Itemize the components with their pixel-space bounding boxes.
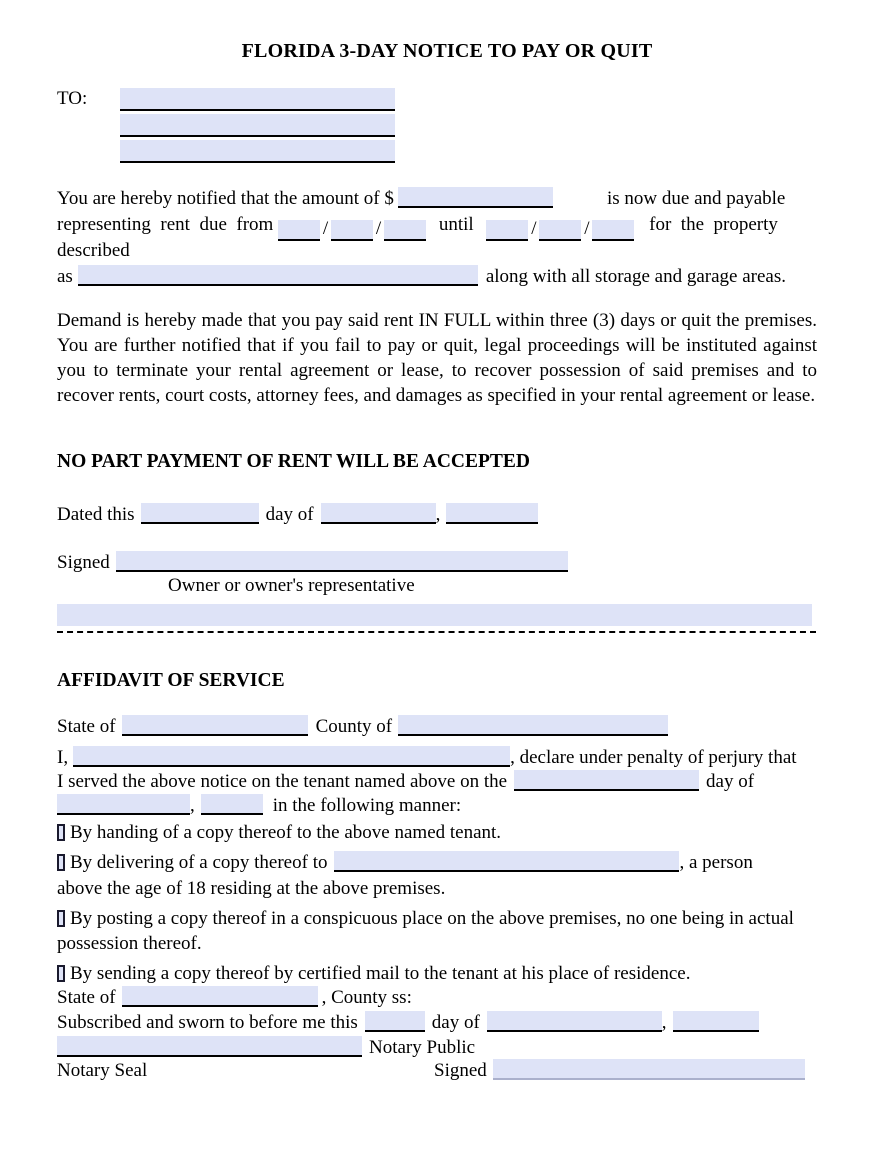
notary-state-line xyxy=(57,985,412,1010)
service-option-2-suffix-b: above the age of 18 residing at the above premises. xyxy=(57,878,446,899)
affidavit-declarant-line xyxy=(57,745,797,770)
checkbox-icon-handing[interactable] xyxy=(57,824,65,841)
dated-comma: , xyxy=(435,504,441,525)
page-title: FLORIDA 3-DAY NOTICE TO PAY OR QUIT xyxy=(241,40,653,62)
notary-year-field[interactable] xyxy=(673,1011,759,1032)
rent-until-date-field[interactable]: / / xyxy=(486,216,634,241)
notice-footer-field[interactable] xyxy=(57,604,812,626)
notary-seal-label: Notary Seal xyxy=(57,1060,148,1081)
until-day-field[interactable] xyxy=(539,220,581,241)
affidavit-declarant-field[interactable] xyxy=(73,746,510,767)
service-option-4[interactable] xyxy=(57,961,690,986)
to-field-line-1[interactable] xyxy=(120,88,395,111)
notice-text-1: You are hereby notified that the amount of $ xyxy=(57,188,394,209)
notary-seal-line xyxy=(57,1058,147,1083)
service-option-3-label: By posting a copy thereof in a conspicuous place on the above premises, no one being in actual possession thereof. xyxy=(57,908,794,954)
until-month-field[interactable] xyxy=(486,220,528,241)
signed-line xyxy=(57,550,568,575)
affidavit-served-day-field[interactable] xyxy=(514,770,699,791)
notice-text-6: along with all storage and garage areas. xyxy=(485,266,787,287)
affidavit-served-year-field[interactable] xyxy=(201,794,263,815)
property-description-field[interactable] xyxy=(78,265,478,286)
notary-county-ss-label: , County ss: xyxy=(321,987,412,1008)
from-month-field[interactable] xyxy=(278,220,320,241)
until-year-field[interactable] xyxy=(592,220,634,241)
service-option-2[interactable] xyxy=(57,850,753,875)
affidavit-manner-line xyxy=(57,793,461,818)
service-option-1-label: By handing of a copy thereof to the above named tenant. xyxy=(70,822,502,843)
dated-prefix-label: Dated this xyxy=(57,504,135,525)
section-divider xyxy=(57,631,816,633)
notary-signed-line xyxy=(434,1058,805,1083)
from-day-field[interactable] xyxy=(331,220,373,241)
notice-line-2 xyxy=(57,212,778,241)
notary-public-name-field[interactable] xyxy=(57,1036,362,1057)
notice-text-2a: is now due and payable xyxy=(607,188,786,209)
dated-month-field[interactable] xyxy=(321,503,436,524)
affidavit-state-county-line xyxy=(57,714,668,739)
notice-text-2b: representing rent due from xyxy=(57,214,274,235)
notary-subscribed-line xyxy=(57,1010,759,1035)
dated-day-of-label: day of xyxy=(265,504,314,525)
notary-state-field[interactable] xyxy=(122,986,318,1007)
affidavit-declare-text: , declare under penalty of perjury that xyxy=(510,747,797,768)
checkbox-icon-certified-mail[interactable] xyxy=(57,965,65,982)
demand-paragraph: Demand is hereby made that you pay said rent IN FULL within three (3) days or quit the premises. You are further notified that if you fail to pay or quit, legal proceedings will be instituted against you to terminate your rental agreement or lease, to recover possession of said premises and to recover rents, court costs, attorney fees, and damages as specified in your rental agreement or lease. xyxy=(57,310,817,406)
affidavit-heading: AFFIDAVIT OF SERVICE xyxy=(57,670,285,691)
signature-caption: Owner or owner's representative xyxy=(168,575,415,596)
notary-day-field[interactable] xyxy=(365,1011,425,1032)
checkbox-icon-delivering[interactable] xyxy=(57,854,65,871)
notary-subscribed-label: Subscribed and sworn to before me this xyxy=(57,1012,358,1033)
notary-comma: , xyxy=(661,1012,667,1033)
affidavit-i-label: I, xyxy=(57,747,69,768)
affidavit-manner-text: in the following manner: xyxy=(272,795,462,816)
notice-text-4: for the property xyxy=(649,214,778,235)
signature-field[interactable] xyxy=(116,551,568,572)
service-option-2-continued xyxy=(57,876,445,901)
service-option-4-label: By sending a copy thereof by certified mail to the tenant at his place of residence. xyxy=(70,963,691,984)
affidavit-county-field[interactable] xyxy=(398,715,668,736)
service-option-2-suffix-a: , a person xyxy=(679,852,753,873)
notice-text-3: until xyxy=(438,214,474,235)
service-recipient-field[interactable] xyxy=(334,851,679,872)
dated-line xyxy=(57,502,538,527)
notice-line-3 xyxy=(57,238,130,263)
affidavit-state-field[interactable] xyxy=(122,715,308,736)
to-label: TO: xyxy=(57,88,88,109)
affidavit-day-of-label: day of xyxy=(706,771,755,792)
notary-public-line xyxy=(57,1035,475,1060)
notice-text-described: described xyxy=(57,240,130,261)
notice-line-1-tail xyxy=(607,186,785,211)
notary-public-label: Notary Public xyxy=(369,1037,476,1058)
signed-label: Signed xyxy=(57,552,110,573)
to-field-line-2[interactable] xyxy=(120,114,395,137)
notice-text-5: as xyxy=(57,266,73,287)
notice-line-4 xyxy=(57,264,786,289)
notary-signature-field[interactable] xyxy=(493,1059,805,1080)
notary-day-of-label: day of xyxy=(431,1012,480,1033)
affidavit-county-label: County of xyxy=(315,716,393,737)
rent-from-date-field[interactable]: / / xyxy=(278,216,426,241)
affidavit-served-text: I served the above notice on the tenant named above on the xyxy=(57,771,508,792)
dated-day-field[interactable] xyxy=(141,503,259,524)
service-option-2-label: By delivering of a copy thereof to xyxy=(70,852,328,873)
from-year-field[interactable] xyxy=(384,220,426,241)
affidavit-served-line xyxy=(57,769,754,794)
service-option-1[interactable] xyxy=(57,820,501,845)
affidavit-state-label: State of xyxy=(57,716,116,737)
notary-state-label: State of xyxy=(57,987,116,1008)
notary-month-field[interactable] xyxy=(487,1011,662,1032)
amount-due-field[interactable] xyxy=(398,187,553,208)
affidavit-manner-comma: , xyxy=(190,795,195,816)
checkbox-icon-posting[interactable] xyxy=(57,910,65,927)
service-option-3[interactable] xyxy=(57,906,819,956)
no-part-payment-heading: NO PART PAYMENT OF RENT WILL BE ACCEPTED xyxy=(57,451,531,472)
affidavit-served-month-field[interactable] xyxy=(57,794,190,815)
dated-year-field[interactable] xyxy=(446,503,538,524)
to-field-line-3[interactable] xyxy=(120,140,395,163)
notary-signed-label: Signed xyxy=(434,1060,487,1081)
